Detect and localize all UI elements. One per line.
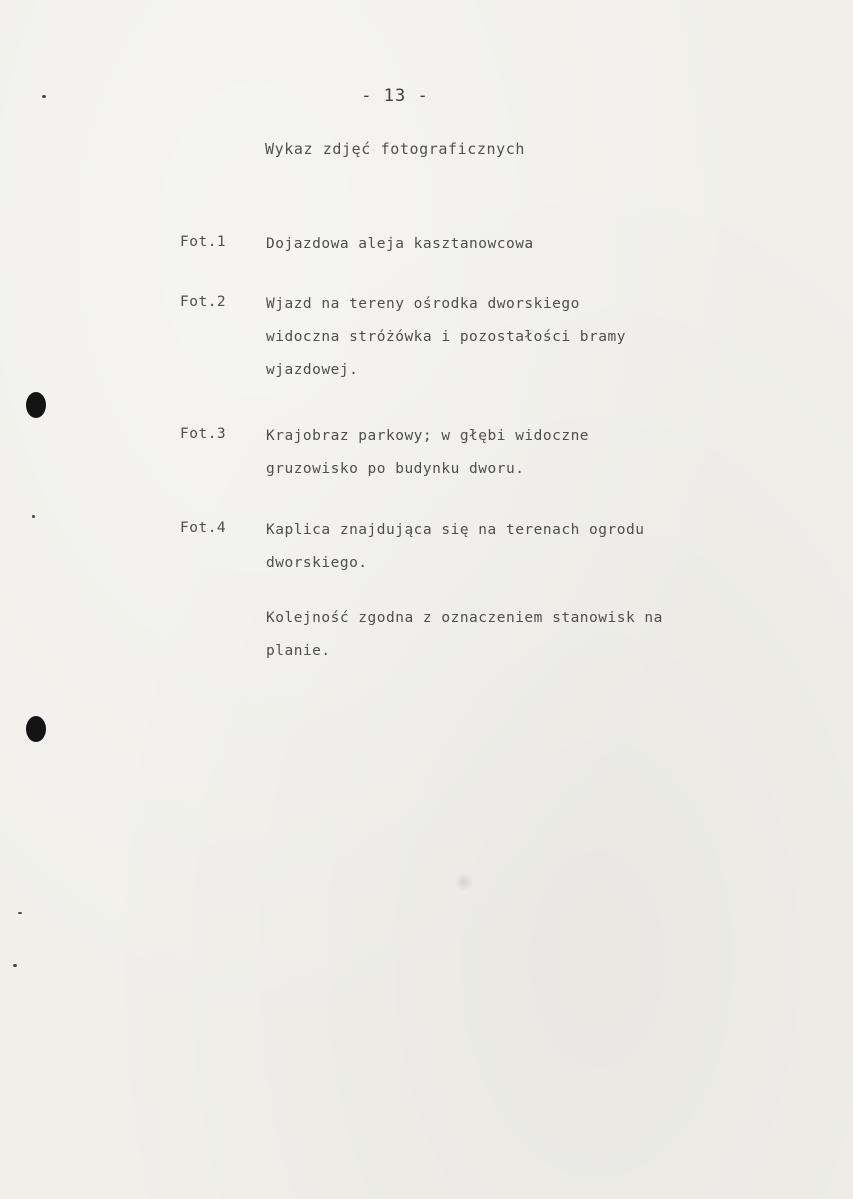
page-number: - 13 - (361, 86, 429, 106)
scan-smudge (456, 872, 472, 892)
note-line: Kolejność zgodna z oznaczeniem stanowisk na (266, 610, 663, 626)
photo-label: Fot.1 (180, 234, 227, 250)
photo-label: Fot.2 (180, 294, 227, 310)
note-line: planie. (266, 643, 331, 659)
scan-speck (13, 964, 17, 967)
photo-description-line: widoczna stróżówka i pozostałości bramy (266, 329, 626, 345)
photo-description-line: Wjazd na tereny ośrodka dworskiego (266, 296, 580, 312)
ordering-note (266, 608, 663, 674)
document-title: Wykaz zdjęć fotograficznych (265, 140, 526, 158)
punch-hole-bottom (26, 716, 46, 742)
scan-speck (32, 515, 35, 518)
photo-description-line: wjazdowej. (266, 362, 359, 378)
photo-description-line: dworskiego. (266, 555, 368, 571)
photo-label: Fot.4 (180, 520, 227, 536)
photo-label: Fot.3 (180, 426, 227, 442)
scan-speck (18, 912, 22, 914)
photo-description-line: Krajobraz parkowy; w głębi widoczne (266, 428, 590, 444)
punch-hole-top (26, 392, 46, 418)
scan-speck (42, 95, 46, 98)
photo-description-line: Dojazdowa aleja kasztanowcowa (266, 236, 534, 252)
photo-description-line: Kaplica znajdująca się na terenach ogrodu (266, 522, 645, 538)
photo-description-line: gruzowisko po budynku dworu. (266, 461, 525, 477)
